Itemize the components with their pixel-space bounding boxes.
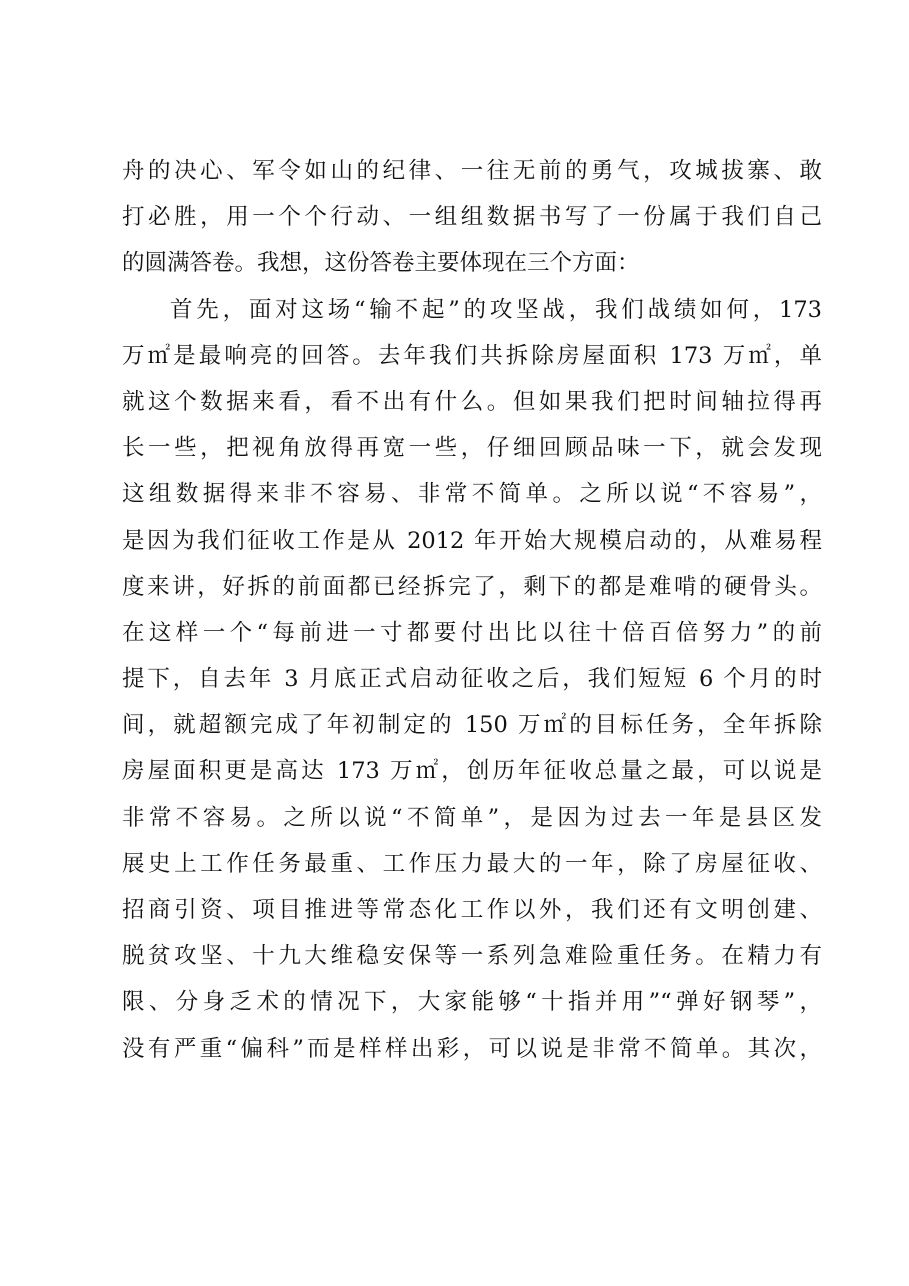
- text-line: 度来讲，好拆的前面都已经拆完了，剩下的都是难啃的硬骨头。: [122, 573, 822, 600]
- text-line: 提下，自去年 3 月底正式启动征收之后，我们短短 6 个月的时: [122, 666, 822, 693]
- paragraph-first-line: 首先，面对这场“输不起”的攻坚战，我们战绩如何，173: [170, 296, 822, 323]
- text-line: 没有严重“偏科”而是样样出彩，可以说是非常不简单。其次，: [122, 1035, 822, 1062]
- text-line: 展史上工作任务最重、工作压力最大的一年，除了房屋征收、: [122, 850, 822, 877]
- text-line: 非常不容易。之所以说“不简单”，是因为过去一年是县区发: [122, 804, 822, 831]
- body-text: [122, 148, 822, 1072]
- text-line: 招商引资、项目推进等常态化工作以外，我们还有文明创建、: [122, 897, 822, 923]
- text-line: 长一些，把视角放得再宽一些，仔细回顾品味一下，就会发现: [122, 435, 822, 462]
- text-line: 限、分身乏术的情况下，大家能够“十指并用”“弹好钢琴”，: [122, 989, 822, 1016]
- text-line: 打必胜，用一个个行动、一组组数据书写了一份属于我们自己: [122, 204, 822, 231]
- text-line: 在这样一个“每前进一寸都要付出比以往十倍百倍努力”的前: [122, 619, 822, 646]
- text-line: 舟的决心、军令如山的纪律、一往无前的勇气，攻城拔寨、敢: [122, 158, 822, 184]
- text-line: 是因为我们征收工作是从 2012 年开始大规模启动的，从难易程: [122, 527, 822, 554]
- text-line: 的圆满答卷。我想，这份答卷主要体现在三个方面：: [122, 250, 640, 277]
- text-line: 房屋面积更是高达 173 万㎡，创历年征收总量之最，可以说是: [122, 758, 822, 785]
- text-line: 万㎡是最响亮的回答。去年我们共拆除房屋面积 173 万㎡，单: [122, 342, 822, 369]
- text-line: 就这个数据来看，看不出有什么。但如果我们把时间轴拉得再: [122, 388, 822, 415]
- text-line: 这组数据得来非不容易、非常不简单。之所以说“不容易”，: [122, 481, 822, 508]
- text-line: 脱贫攻坚、十九大维稳安保等一系列急难险重任务。在精力有: [122, 943, 822, 970]
- text-line: 间，就超额完成了年初制定的 150 万㎡的目标任务，全年拆除: [122, 712, 822, 739]
